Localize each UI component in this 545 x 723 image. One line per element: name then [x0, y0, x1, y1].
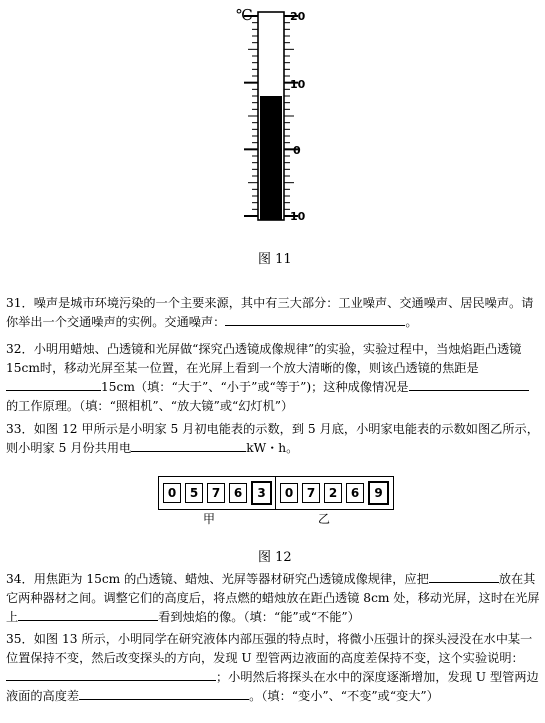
meter-a-digit: 5 [185, 483, 203, 503]
figure-12-caption: 图 12 [258, 550, 292, 565]
meter-b-label: 乙 [318, 512, 331, 526]
meter-a-last-digit: 3 [251, 481, 272, 505]
meter-a-digit: 0 [163, 483, 181, 503]
q32-text-1: 32．小明用蜡烛、凸透镜和光屏做“探究凸透镜成像规律”的实验，实验过程中，当烛焰距凸透镜 15cm时，移动光屏至某一位置，在光屏上看到一个放大清晰的像，则该凸透镜的焦距是 [6, 342, 522, 375]
tick-label-minus-10: 10 [290, 210, 306, 223]
q33-blank[interactable] [131, 439, 246, 452]
figure-11-caption: 图 11 [258, 252, 292, 267]
tick-label-0: 0 [293, 144, 301, 157]
meter-a-digit: 6 [229, 483, 247, 503]
q33-text-1: 33．如图 12 甲所示是小明家 5 月初电能表的示数，到 5 月底，小明家电能表的示数如图乙所示，则小明家 5 月份共用电 [6, 422, 539, 455]
q35-blank-1[interactable] [6, 668, 216, 681]
meter-a [158, 476, 277, 510]
meter-b-digit: 7 [302, 483, 320, 503]
question-32 [6, 340, 540, 416]
q35-text-1: 35．如图 13 所示，小明同学在研究液体内部压强的特点时，将微小压强计的探头浸没在水中某一位置保持不变，然后改变探头的方向，发现 U 型管两边液面的高度差保持不变，这个实验说明： [6, 632, 533, 665]
meter-a-digit: 7 [207, 483, 225, 503]
question-33 [6, 420, 540, 458]
tick-label-10: 10 [290, 78, 306, 91]
q32-blank-1[interactable] [6, 378, 101, 391]
q34-text-3: 看到烛焰的像。（填：“能”或“不能”） [158, 610, 360, 624]
q32-text-3: 的工作原理。（填：“照相机”、“放大镜”或“幻灯机”） [6, 399, 294, 413]
q32-text-2: 15cm（填：“大于”、“小于”或“等于”)；这种成像情况是 [101, 380, 409, 394]
q31-answer-blank[interactable] [225, 313, 405, 326]
meter-b-digit: 6 [346, 483, 364, 503]
meter-a-label: 甲 [203, 512, 216, 526]
question-35 [6, 630, 540, 706]
thermometer [232, 4, 312, 224]
meter-b-digit: 2 [324, 483, 342, 503]
q31-text: 31．噪声是城市环境污染的一个主要来源，其中有三大部分：工业噪声、交通噪声、居民噪声。请你举出一个交通噪声的实例。交通噪声： [6, 296, 534, 329]
q34-text-1: 34．用焦距为 15cm 的凸透镜、蜡烛、光屏等器材研究凸透镜成像规律，应把 [6, 572, 429, 586]
q34-blank-1[interactable] [429, 570, 499, 583]
q31-end: 。 [405, 315, 418, 329]
q35-text-3: 。（填：“变小”、“不变”或“变大”） [249, 689, 439, 703]
question-34 [6, 570, 540, 627]
q33-text-2: kW・h。 [246, 441, 299, 455]
q35-blank-2[interactable] [79, 687, 249, 700]
q35-text-2: ；小明然后将探头在水中的深度逐渐增加，发现 U 型管两边液面的高度差 [6, 670, 539, 703]
q34-text-2: 放在其它两种器材之间。调整它们的高度后，将点燃的蜡烛放在距凸透镜 8cm 处，移动光屏，这时在光屏上 [6, 572, 540, 624]
figure-11 [0, 0, 545, 270]
q32-blank-2[interactable] [409, 378, 529, 391]
mercury-column [260, 96, 282, 220]
meter-b-last-digit: 9 [368, 481, 389, 505]
meter-b-digit: 0 [280, 483, 298, 503]
question-31 [6, 294, 540, 332]
q34-blank-2[interactable] [18, 608, 158, 621]
tick-label-20: 20 [290, 10, 306, 23]
meter-b [275, 476, 394, 510]
celsius-unit: ℃ [236, 6, 253, 24]
